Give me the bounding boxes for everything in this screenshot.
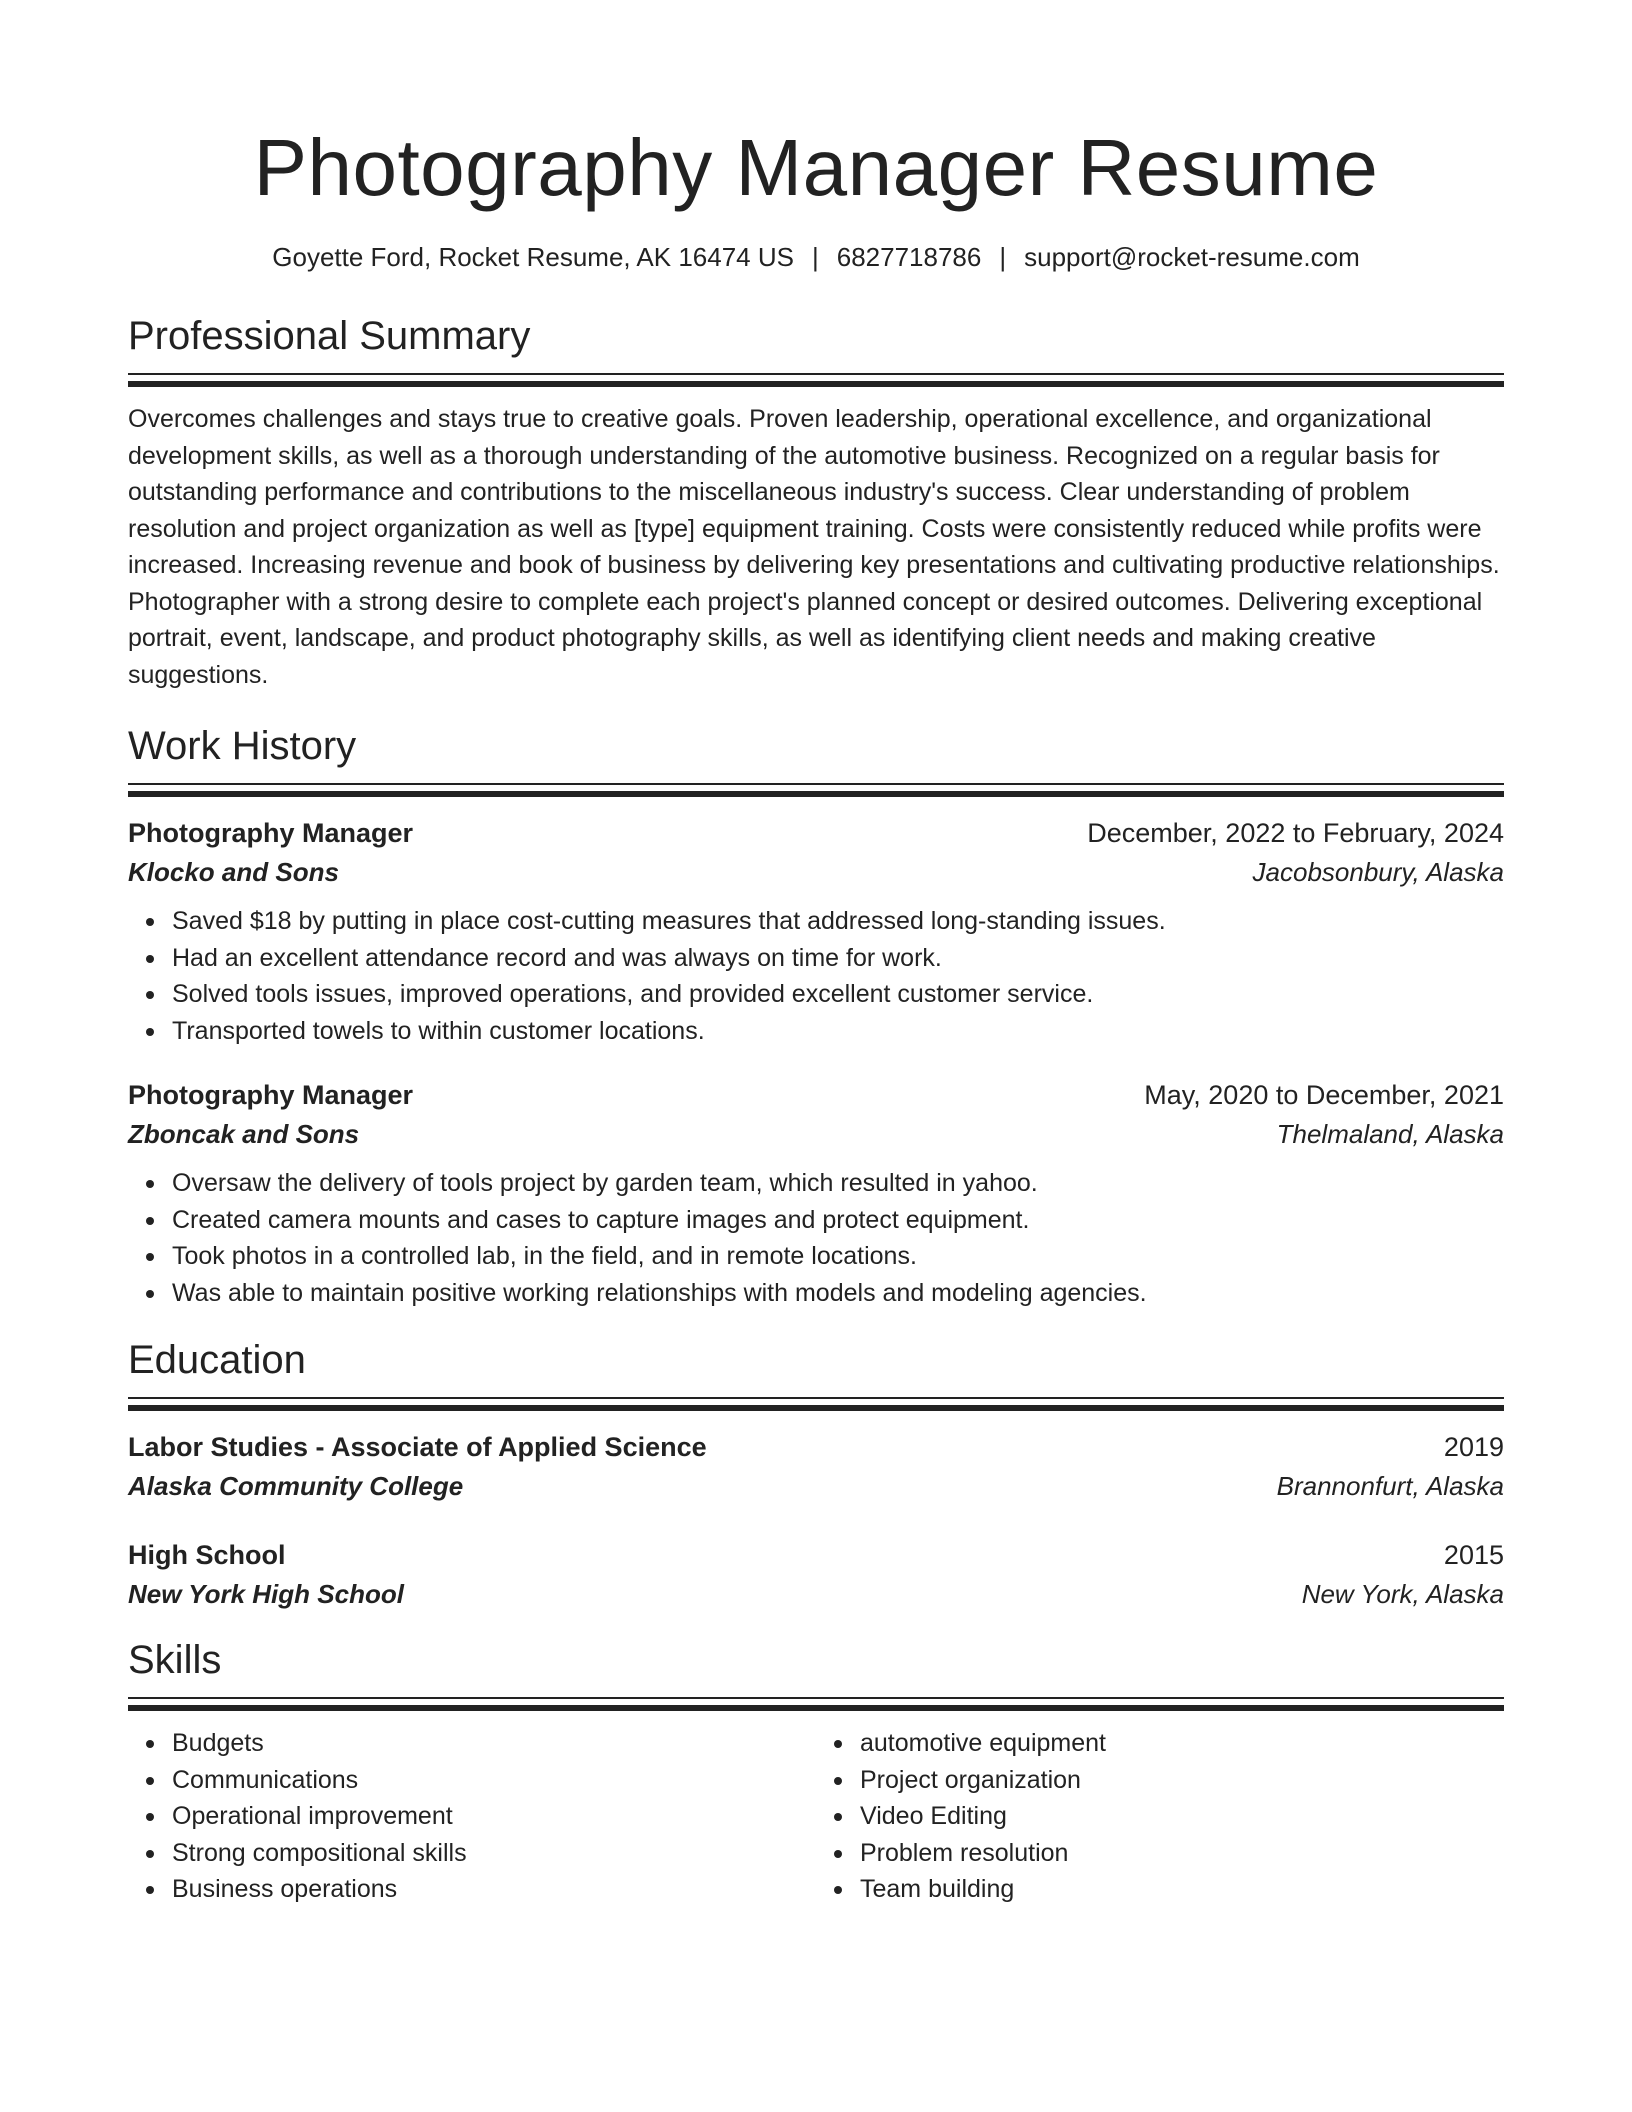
list-item: Oversaw the delivery of tools project by garden team, which resulted in yahoo. <box>172 1165 1504 1202</box>
education-section <box>128 1335 1504 1613</box>
work-section <box>128 721 1504 1311</box>
skill-item: Problem resolution <box>860 1835 1504 1872</box>
skill-item: Operational improvement <box>172 1798 816 1835</box>
section-divider <box>128 373 1504 387</box>
education-entry <box>128 1427 1504 1505</box>
summary-section <box>128 311 1504 693</box>
skills-list-left <box>128 1725 816 1908</box>
job-title: Photography Manager <box>128 1080 414 1110</box>
job-company: Klocko and Sons <box>128 857 339 887</box>
section-heading-education: Education <box>128 1338 306 1382</box>
skill-item: Budgets <box>172 1725 816 1762</box>
skill-item: automotive equipment <box>860 1725 1504 1762</box>
education-location: New York, Alaska <box>1301 1579 1504 1609</box>
job-title: Photography Manager <box>128 818 414 848</box>
education-school: Alaska Community College <box>128 1471 464 1501</box>
list-item: Created camera mounts and cases to capture images and protect equipment. <box>172 1202 1504 1239</box>
job-location: Thelmaland, Alaska <box>1276 1119 1504 1149</box>
skill-item: Business operations <box>172 1871 816 1908</box>
contact-address: Goyette Ford, Rocket Resume, AK 16474 US <box>272 242 794 272</box>
section-divider <box>128 783 1504 797</box>
list-item: Saved $18 by putting in place cost-cutting measures that addressed long-standing issues. <box>172 903 1504 940</box>
section-divider <box>128 1397 1504 1411</box>
skill-item: Communications <box>172 1762 816 1799</box>
education-entry <box>128 1535 1504 1613</box>
list-item: Solved tools issues, improved operations, and provided excellent customer service. <box>172 976 1504 1013</box>
job-company: Zboncak and Sons <box>128 1119 360 1149</box>
list-item: Had an excellent attendance record and was always on time for work. <box>172 940 1504 977</box>
skills-section <box>128 1635 1504 1908</box>
education-year: 2015 <box>1443 1540 1504 1570</box>
contact-separator: | <box>811 242 819 272</box>
skill-item: Project organization <box>860 1762 1504 1799</box>
section-heading-summary: Professional Summary <box>128 314 531 358</box>
job-entry <box>128 1075 1504 1311</box>
contact-phone: 6827718786 <box>836 242 982 272</box>
section-divider <box>128 1697 1504 1711</box>
education-year: 2019 <box>1443 1432 1504 1462</box>
education-school: New York High School <box>128 1579 404 1609</box>
section-heading-skills: Skills <box>128 1638 222 1682</box>
contact-line <box>128 240 1504 274</box>
job-dates: May, 2020 to December, 2021 <box>1144 1080 1504 1110</box>
section-heading-work: Work History <box>128 724 357 768</box>
contact-email: support@rocket-resume.com <box>1024 242 1360 272</box>
skill-item: Team building <box>860 1871 1504 1908</box>
job-bullets <box>128 903 1504 1049</box>
list-item: Transported towels to within customer locations. <box>172 1013 1504 1050</box>
list-item: Took photos in a controlled lab, in the field, and in remote locations. <box>172 1238 1504 1275</box>
job-entry <box>128 813 1504 1049</box>
skills-columns <box>128 1725 1504 1908</box>
summary-text: Overcomes challenges and stays true to creative goals. Proven leadership, operational excellence, and organizational development skills, as well as a thorough understanding of the automotive business. Recognized on a regular basis for outstanding performance and contributions to the miscellaneous industry's success. Clear understanding of problem resolution and project organization as well as [type] equipment training. Costs were consistently reduced while profits were increased. Increasing revenue and book of business by delivering key presentations and cultivating productive relationships. Photographer with a strong desire to complete each project's planned concept or desired outcomes. Delivering exceptional portrait, event, landscape, and product photography skills, as well as identifying client needs and making creative suggestions. <box>128 405 1500 689</box>
job-location: Jacobsonbury, Alaska <box>1252 857 1504 887</box>
education-degree: High School <box>128 1540 286 1570</box>
job-bullets <box>128 1165 1504 1311</box>
job-dates: December, 2022 to February, 2024 <box>1087 818 1504 848</box>
skill-item: Strong compositional skills <box>172 1835 816 1872</box>
skills-list-right <box>816 1725 1504 1908</box>
list-item: Was able to maintain positive working relationships with models and modeling agencies. <box>172 1275 1504 1312</box>
education-degree: Labor Studies - Associate of Applied Science <box>128 1432 707 1462</box>
contact-separator: | <box>999 242 1007 272</box>
education-location: Brannonfurt, Alaska <box>1276 1471 1504 1501</box>
skill-item: Video Editing <box>860 1798 1504 1835</box>
page-title: Photography Manager Resume <box>253 123 1379 212</box>
resume-page <box>128 0 1504 1908</box>
